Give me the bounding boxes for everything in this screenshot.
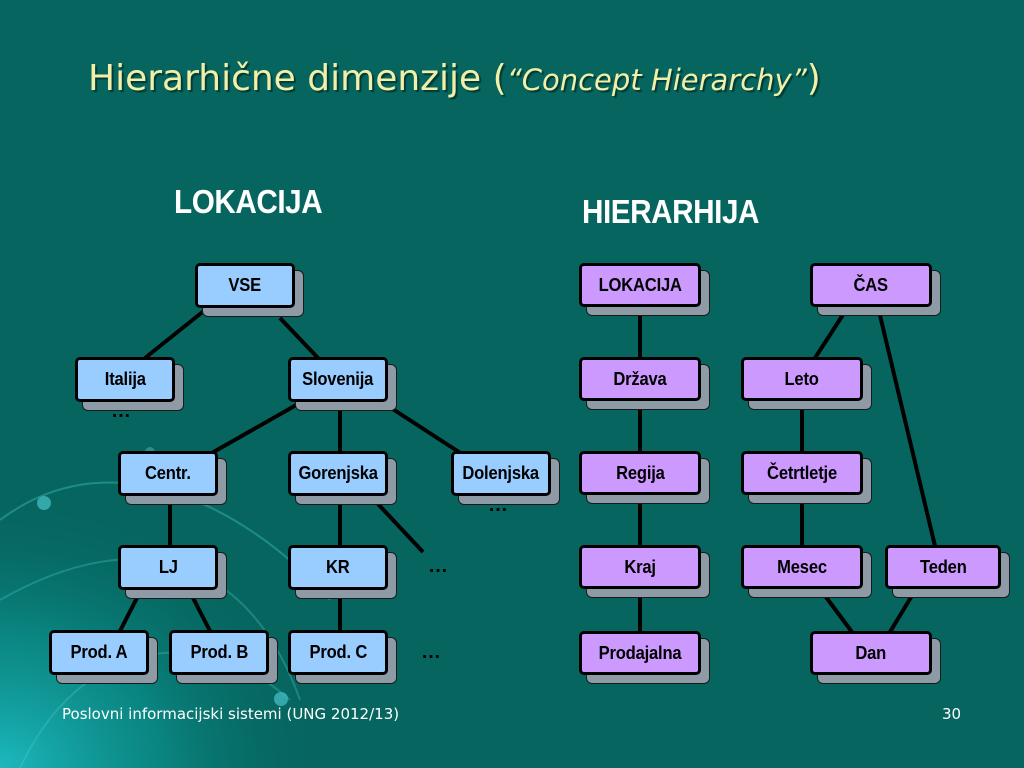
hierarchy-node-regija-label: Regija [615, 462, 665, 483]
edge-slovenija-centr [210, 404, 298, 454]
hierarchy-node-lokacija-label: LOKACIJA [598, 274, 682, 295]
hierarchy-node-prodajalna [579, 631, 701, 675]
edge-lj-proda [120, 592, 140, 631]
ellipsis-dolenjska: … [488, 494, 509, 516]
node-lj-label: LJ [158, 557, 178, 577]
time-node-dan-label: Dan [855, 642, 887, 663]
edge-mesec-dan [820, 589, 852, 632]
hierarchy-node-lokacija [579, 263, 701, 307]
time-node-cas [810, 263, 932, 307]
footer-page-number: 30 [942, 705, 962, 723]
hierarchy-node-kraj [579, 545, 701, 589]
time-node-mesec [741, 545, 863, 589]
footer-course: Poslovni informacijski sistemi (UNG 2012/13) [62, 705, 400, 723]
node-kr [288, 545, 388, 590]
time-node-leto [741, 357, 863, 401]
title-main: Hierarhične dimenzije ( [88, 58, 507, 99]
hierarchy-node-drzava-label: Država [613, 368, 667, 389]
node-centr-label: Centr. [145, 463, 191, 483]
node-prod-c [288, 630, 388, 675]
edge-cas-teden [878, 307, 935, 546]
node-slovenija-label: Slovenija [302, 369, 374, 389]
time-node-teden-label: Teden [919, 556, 967, 577]
node-prod-b [169, 630, 269, 675]
hierarchy-node-prodajalna-label: Prodajalna [598, 642, 682, 663]
hierarchy-node-drzava [579, 357, 701, 401]
edge-lj-prodb [190, 592, 210, 631]
edge-teden-dan [890, 589, 916, 632]
heading-hierarhija: HIERARHIJA [582, 193, 760, 230]
edge-vse-italija [145, 310, 205, 358]
time-node-cetrtletje [741, 451, 863, 495]
node-vse [195, 263, 295, 308]
title-close: ) [806, 58, 821, 99]
node-prod-c-label: Prod. C [309, 642, 367, 662]
ellipsis-products: … [421, 641, 442, 663]
node-dolenjska-label: Dolenjska [462, 463, 540, 483]
node-prod-b-label: Prod. B [190, 642, 248, 662]
edge-vse-slovenija [280, 318, 318, 358]
node-centr [118, 451, 218, 496]
time-node-cetrtletje-label: Četrtletje [767, 462, 837, 483]
node-gorenjska-label: Gorenjska [298, 463, 378, 483]
node-italija-label: Italija [104, 369, 146, 389]
time-node-mesec-label: Mesec [777, 556, 827, 577]
time-node-cas-label: ČAS [853, 274, 889, 295]
time-node-dan [810, 631, 932, 675]
node-prod-a-label: Prod. A [70, 642, 128, 662]
hierarchy-node-kraj-label: Kraj [624, 556, 656, 577]
ellipsis-gorenjska: … [428, 555, 449, 577]
time-node-teden [885, 545, 1001, 589]
node-prod-a [49, 630, 149, 675]
hierarchy-node-regija [579, 451, 701, 495]
title-italic: “Concept Hierarchy” [506, 63, 807, 97]
node-gorenjska [288, 451, 388, 496]
node-slovenija [288, 357, 388, 402]
edge-slovenija-dolenjska [385, 404, 462, 454]
node-kr-label: KR [326, 557, 350, 577]
edge-cas-leto [815, 307, 848, 358]
ellipsis-italija: … [111, 400, 132, 422]
time-node-leto-label: Leto [784, 368, 820, 389]
node-lj [118, 545, 218, 590]
node-vse-label: VSE [228, 275, 262, 295]
node-italija [75, 357, 175, 402]
node-dolenjska [451, 451, 551, 496]
heading-lokacija: LOKACIJA [174, 183, 323, 220]
